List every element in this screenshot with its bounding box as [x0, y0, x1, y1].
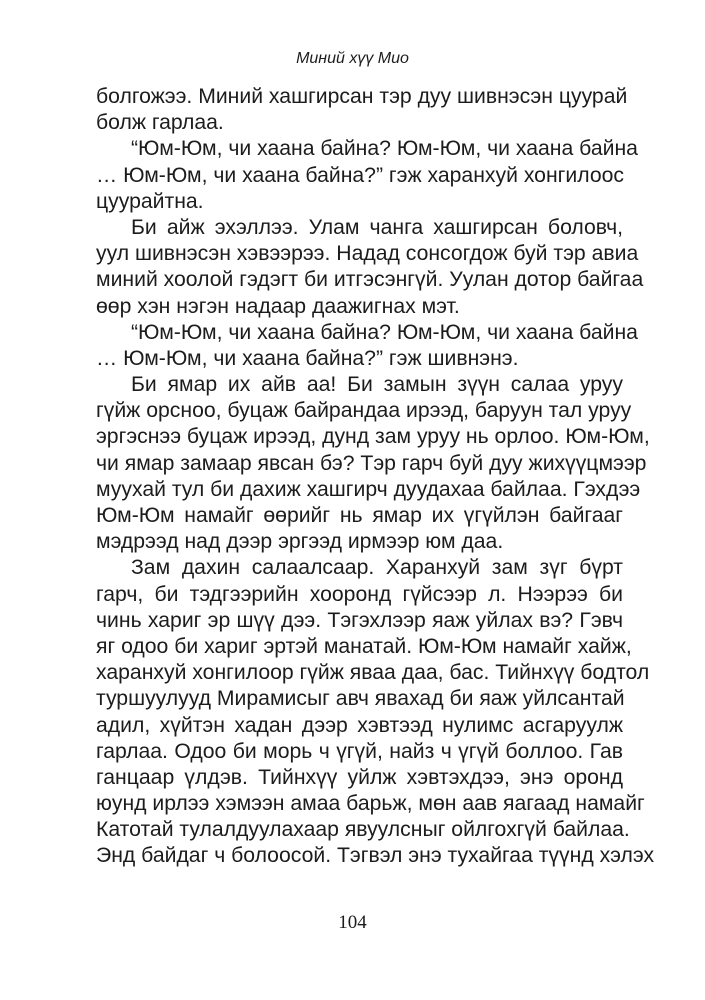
text-line: муухай тул би дахиж хашгирч дуудахаа байлаа. Гэхдээ: [96, 477, 641, 501]
paragraph: [96, 320, 638, 372]
text-line: … Юм-Юм, чи хаана байна?” гэж шивнэнэ.: [96, 346, 519, 370]
page-number: 104: [338, 912, 367, 933]
text-line: эргэснээ буцаж ирээд, дунд зам уруу нь орлоо. Юм-Юм,: [96, 425, 650, 449]
text-line: чинь хариг эр шүү дээ. Тэгэхлээр яаж уйлах вэ? Гэвч: [96, 608, 623, 632]
paragraph: [96, 372, 650, 555]
running-header: Миний хүү Мио: [296, 50, 409, 67]
text-line: өөр хэн нэгэн надаар даажигнах мэт.: [96, 294, 460, 318]
text-line: “Юм-Юм, чи хаана байна? Юм-Юм, чи хаана байна: [131, 320, 638, 344]
text-line: харанхуй хонгилоор гүйж яваа даа, бас. Тийнхүү бодтол: [96, 661, 650, 685]
text-line: ганцаар үлдэв. Тийнхүү уйлж хэвтэхдээ, энэ оронд: [96, 765, 623, 789]
text-line: Би айж эхэллээ. Улам чанга хашгирсан боловч,: [131, 215, 623, 239]
text-line: гүйж орсноо, буцаж байрандаа ирээд, баруун тал уруу: [96, 399, 632, 423]
text-line: Катотай тулалдуулахаар явуулсныг ойлгохгүй байлаа.: [96, 818, 630, 842]
text-line: миний хоолой гэдэгт би итгэсэнгүй. Уулан дотор байгаа: [96, 268, 644, 292]
paragraph: [96, 215, 644, 320]
text-line: Би ямар их айв аа! Би замын зүүн салаа уруу: [131, 373, 623, 397]
text-line: Энд байдаг ч болоосой. Тэгвэл энэ тухайгаа түүнд хэлэх: [96, 844, 655, 868]
text-line: цуурайтна.: [96, 189, 204, 213]
text-line: чи ямар замаар явсан бэ? Тэр гарч буй дуу жихүүцмээр: [96, 451, 647, 475]
text-line: гарч, би тэдгээрийн хооронд гүйсээр л. Нээрээ би: [96, 582, 623, 606]
text-line: адил, хүйтэн хадан дээр хэвтээд нулимс асгаруулж: [96, 713, 623, 737]
text-line: яг одоо би хариг эртэй манатай. Юм-Юм намайг хайж,: [96, 634, 632, 658]
paragraph: [96, 555, 655, 869]
text-line: Зам дахин салаалсаар. Харанхуй зам зүг бүрт: [131, 556, 623, 580]
text-line: болгожээ. Миний хашгирсан тэр дуу шивнэсэн цуурай: [96, 85, 628, 108]
paragraph: [96, 136, 638, 215]
text-line: гарлаа. Одоо би морь ч үгүй, найз ч үгүй боллоо. Гав: [96, 739, 623, 763]
page-body-text: [96, 84, 655, 870]
text-line: юунд ирлээ хэмээн амаа барьж, мөн аав яагаад намайг: [96, 792, 645, 816]
text-line: “Юм-Юм, чи хаана байна? Юм-Юм, чи хаана байна: [131, 137, 638, 161]
text-line: мэдрээд над дээр эргээд ирмээр юм даа.: [96, 530, 504, 554]
text-line: Юм-Юм намайг өөрийг нь ямар их үгүйлэн байгааг: [96, 504, 623, 527]
text-line: … Юм-Юм, чи хаана байна?” гэж харанхуй хонгилоос: [96, 163, 624, 187]
text-line: болж гарлаа.: [96, 111, 224, 135]
text-line: туршуулууд Мирамисыг авч явахад би яаж уйлсантай: [96, 687, 625, 711]
paragraph: [96, 84, 628, 136]
text-line: уул шивнэсэн хэвээрээ. Надад сонсогдож буй тэр авиа: [96, 242, 639, 266]
